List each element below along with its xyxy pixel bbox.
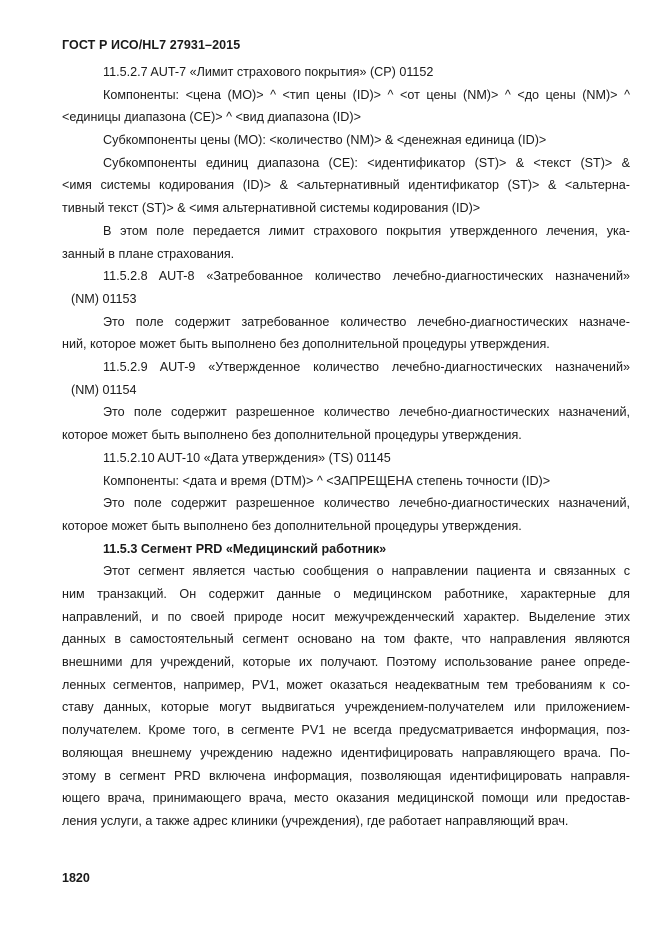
text-line: (NM) 01153 bbox=[71, 291, 137, 306]
text-line: ющего врача, принимающего врача, место оказания медицинской помощи или предостав- bbox=[62, 791, 630, 806]
text-line: Компоненты: <цена (MO)> ^ <тип цены (ID)> ^ <от цены (NM)> ^ <до цены (NM)> ^ bbox=[103, 87, 630, 102]
section-heading-aut10 bbox=[62, 447, 630, 470]
text-line: ления услуги, а также адрес клиники (учреждения), где работает направляющий врач. bbox=[62, 813, 569, 828]
section-heading-aut7 bbox=[62, 61, 630, 84]
page-header-standard: ГОСТ Р ИСО/HL7 27931–2015 bbox=[62, 38, 241, 52]
text-line: внешними для учреждений, которые их получают. Поэтому использование ранее опреде- bbox=[62, 655, 630, 670]
text-line: 11.5.2.9 AUT-9 «Утвержденное количество лечебно-диагностических назначений» bbox=[103, 360, 630, 375]
text-line: получателем. Кроме того, в сегменте PV1 не всегда предусматривается информация, поз- bbox=[62, 723, 630, 738]
text-line: Это поле содержит разрешенное количество лечебно-диагностических назначений, bbox=[103, 405, 630, 420]
text-line: <единицы диапазона (CE)> ^ <вид диапазона (ID)> bbox=[62, 110, 361, 125]
text-line: данных в самостоятельный сегмент основано на том факте, что направления являются bbox=[62, 632, 630, 647]
text-line: этому в сегмент PRD включена информация, позволяющая идентифицировать направля- bbox=[62, 768, 630, 783]
paragraph-aut10-components bbox=[62, 470, 630, 493]
text-line: <имя системы кодирования (ID)> & <альтернативный идентификатор (ST)> & <альтерна- bbox=[62, 178, 630, 193]
paragraph-aut10-description bbox=[62, 492, 630, 537]
paragraph-aut7-price-subcomponents bbox=[62, 129, 630, 152]
text-line: Субкомпоненты единиц диапазона (CE): <идентификатор (ST)> & <текст (ST)> & bbox=[103, 155, 630, 170]
text-line: занный в плане страхования. bbox=[62, 246, 235, 261]
document-body bbox=[62, 61, 630, 833]
text-line: Субкомпоненты цены (MO): <количество (NM)> & <денежная единица (ID)> bbox=[103, 133, 547, 148]
text-line: тивный текст (ST)> & <имя альтернативной системы кодирования (ID)> bbox=[62, 201, 481, 216]
text-line: направлений, и по своей природе носит межучрежденческий характер. Выделение этих bbox=[62, 609, 630, 624]
text-line: Это поле содержит затребованное количество лечебно-диагностических назначе- bbox=[103, 314, 630, 329]
text-line: которое может быть выполнено без дополнительной процедуры утверждения. bbox=[62, 428, 522, 443]
text-line: ленных сегментов, например, PV1, может оказаться неадекватным тем требованиям к со- bbox=[62, 677, 630, 692]
paragraph-aut7-components bbox=[62, 84, 630, 129]
page-number: 1820 bbox=[62, 871, 90, 885]
paragraph-aut7-description bbox=[62, 220, 630, 265]
paragraph-aut7-range-subcomponents bbox=[62, 152, 630, 220]
text-line: ним транзакций. Он содержит данные о медицинском работнике, характерные для bbox=[62, 587, 630, 602]
text-line: Этот сегмент является частью сообщения о направлении пациента и связанных с bbox=[103, 564, 630, 579]
text-line: ний, которое может быть выполнено без дополнительной процедуры утверждения. bbox=[62, 337, 550, 352]
text-line: Компоненты: <дата и время (DTM)> ^ <ЗАПРЕЩЕНА степень точности (ID)> bbox=[103, 473, 551, 488]
text-line: 11.5.3 Сегмент PRD «Медицинский работник» bbox=[103, 541, 387, 556]
text-line: 11.5.2.8 AUT-8 «Затребованное количество лечебно-диагностических назначений» bbox=[103, 269, 630, 284]
text-line: (NM) 01154 bbox=[71, 382, 137, 397]
text-line: В этом поле передается лимит страхового покрытия утвержденного лечения, ука- bbox=[103, 223, 630, 238]
section-heading-aut8 bbox=[62, 265, 630, 310]
text-line: воляющая внешнему учреждению надежно идентифицировать направляющего врача. По- bbox=[62, 745, 630, 760]
section-heading-prd bbox=[62, 538, 630, 561]
paragraph-prd-description bbox=[62, 560, 630, 832]
text-line: ставу данных, которые могут выдвигаться учреждением-получателем или приложением- bbox=[62, 700, 630, 715]
section-heading-aut9 bbox=[62, 356, 630, 401]
text-line: 11.5.2.10 AUT-10 «Дата утверждения» (TS) 01145 bbox=[103, 450, 391, 465]
paragraph-aut8-description bbox=[62, 311, 630, 356]
text-line: Это поле содержит разрешенное количество лечебно-диагностических назначений, bbox=[103, 496, 630, 511]
text-line: которое может быть выполнено без дополнительной процедуры утверждения. bbox=[62, 518, 522, 533]
paragraph-aut9-description bbox=[62, 401, 630, 446]
text-line: 11.5.2.7 AUT-7 «Лимит страхового покрытия» (CP) 01152 bbox=[103, 65, 434, 79]
